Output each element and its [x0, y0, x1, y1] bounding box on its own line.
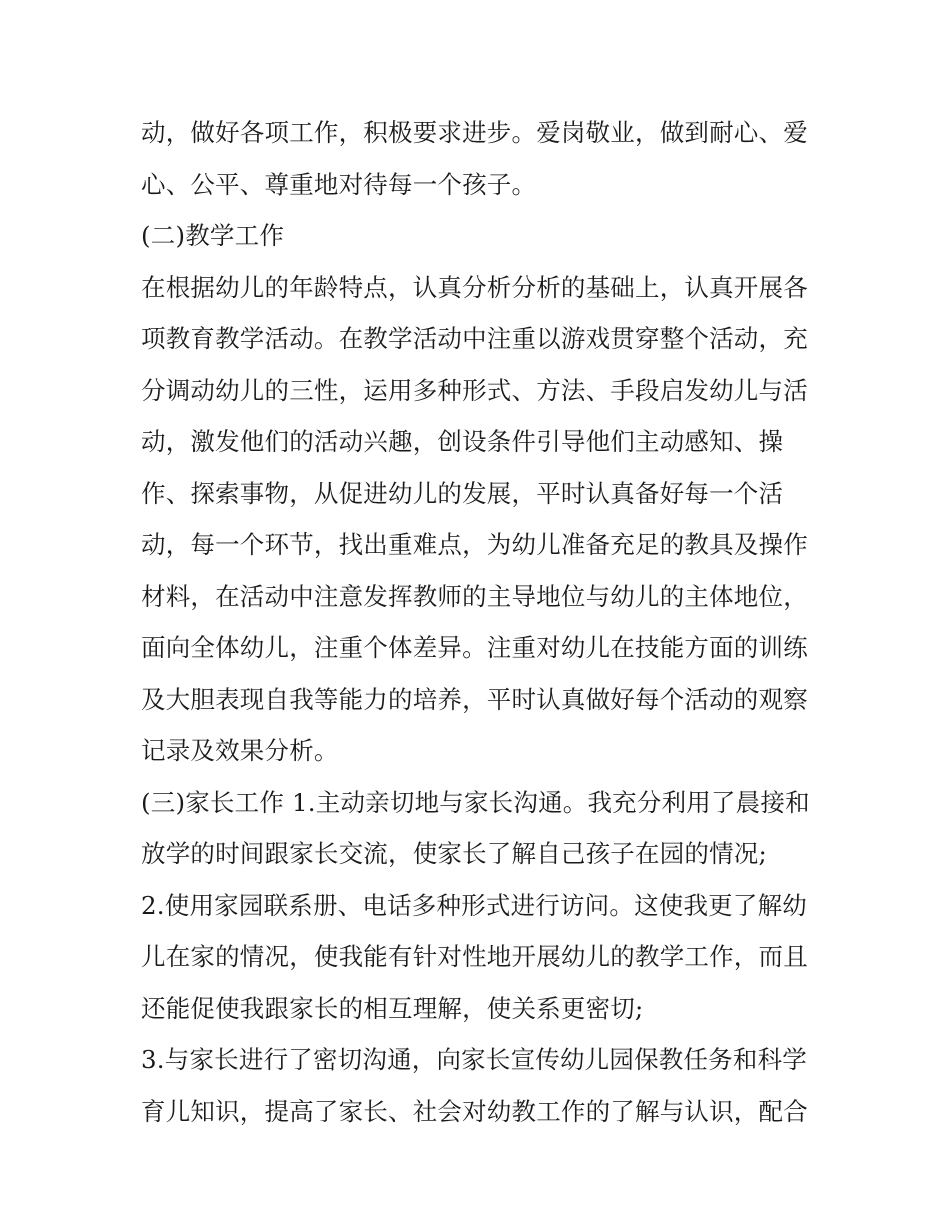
document-body: [141, 107, 821, 1137]
text-line: 材料，在活动中注意发挥教师的主导地位与幼儿的主体地位，: [141, 581, 808, 611]
text-line: 育儿知识，提高了家长、社会对幼教工作的了解与认识，配合: [141, 1096, 808, 1126]
text-line: 还能促使我跟家长的相互理解，使关系更密切;: [141, 993, 644, 1023]
text-line: 记录及效果分析。: [141, 736, 339, 765]
text-line: 分调动幼儿的三性，运用多种形式、方法、手段启发幼儿与活: [141, 375, 808, 405]
section-heading-parents: (三)家长工作 1.主动亲切地与家长沟通。我充分利用了晨接和: [141, 787, 810, 817]
text-line: 及大胆表现自我等能力的培养，平时认真做好每个活动的观察: [141, 684, 808, 714]
text-line: 作、探索事物，从促进幼儿的发展，平时认真备好每一个活: [141, 478, 784, 508]
text-line: 2.使用家园联系册、电话多种形式进行访问。这使我更了解幼: [141, 890, 807, 920]
text-line: 3.与家长进行了密切沟通，向家长宣传幼儿园保教任务和科学: [141, 1045, 807, 1074]
text-line: 动，做好各项工作，积极要求进步。爱岗敬业，做到耐心、爱: [141, 118, 808, 147]
text-line: 在根据幼儿的年龄特点，认真分析分析的基础上，认真开展各: [141, 272, 808, 302]
text-line: 儿在家的情况，使我能有针对性地开展幼儿的教学工作，而且: [141, 942, 808, 971]
text-line: 动，每一个环节，找出重难点，为幼儿准备充足的教具及操作: [141, 530, 808, 559]
text-line: 心、公平、尊重地对待每一个孩子。: [141, 169, 537, 199]
section-heading-teaching: (二)教学工作: [141, 221, 285, 250]
text-line: 放学的时间跟家长交流，使家长了解自己孩子在园的情况;: [141, 839, 767, 868]
text-line: 面向全体幼儿，注重个体差异。注重对幼儿在技能方面的训练: [141, 633, 808, 662]
text-line: 动，激发他们的活动兴趣，创设条件引导他们主动感知、操: [141, 427, 784, 456]
text-line: 项教育教学活动。在教学活动中注重以游戏贯穿整个活动，充: [141, 324, 808, 353]
